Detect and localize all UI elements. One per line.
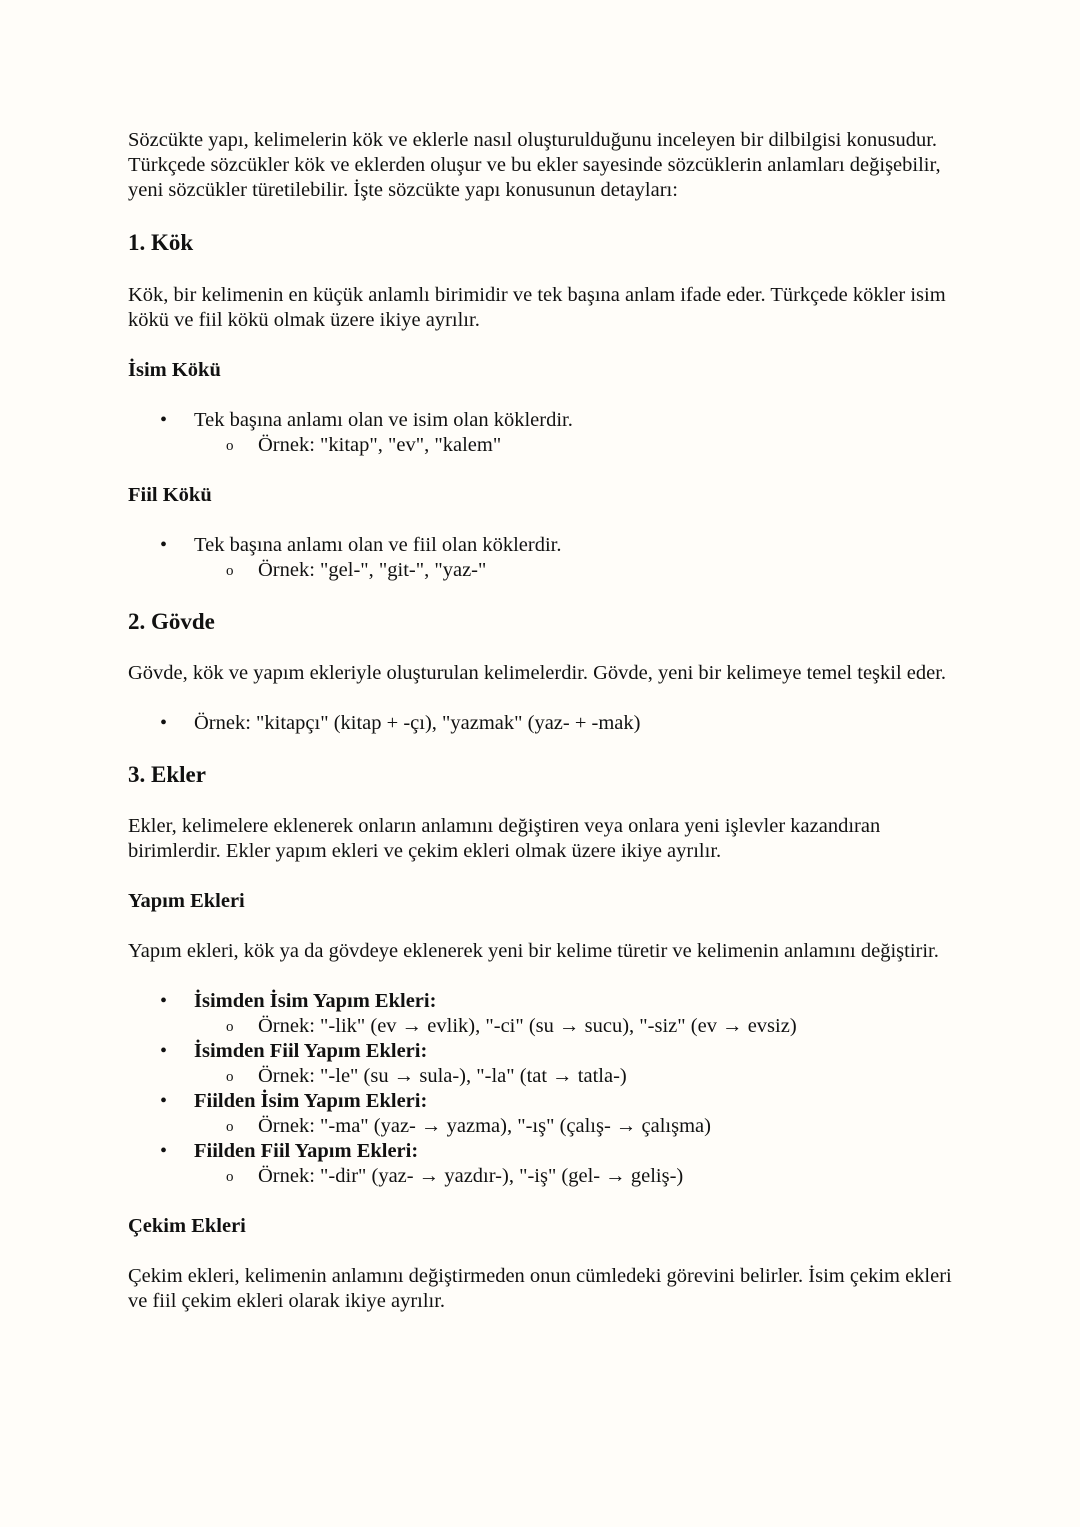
- example-text: Örnek: "-dir" (yaz- → yazdır-), "-iş" (gel- → geliş-): [258, 1165, 684, 1187]
- bullet-icon: •: [160, 1040, 168, 1062]
- sub-bullet-icon: o: [226, 1069, 234, 1085]
- list-item-text: Tek başına anlamı olan ve isim olan köklerdir.: [194, 409, 573, 431]
- list-item-text: Tek başına anlamı olan ve fiil olan köklerdir.: [194, 534, 562, 556]
- list-item: [128, 1039, 958, 1089]
- example-text: Örnek: "-ma" (yaz- → yazma), "-ış" (çalış- → çalışma): [258, 1115, 711, 1137]
- list-item-title: İsimden Fiil Yapım Ekleri:: [194, 1040, 428, 1062]
- heading-govde: 2. Gövde: [128, 609, 215, 634]
- heading-yapim-ekleri: Yapım Ekleri: [128, 890, 245, 912]
- sub-list-item: [128, 558, 958, 583]
- list-item: [128, 711, 958, 736]
- list-item: [128, 1089, 958, 1139]
- example-text: Örnek: "-le" (su → sula-), "-la" (tat → tatla-): [258, 1065, 627, 1087]
- yapim-ekleri-list: [128, 989, 958, 1189]
- sub-list-item: [128, 433, 958, 458]
- bullet-icon: •: [160, 990, 168, 1012]
- govde-paragraph: Gövde, kök ve yapım ekleriyle oluşturulan kelimelerdir. Gövde, yeni bir kelimeye temel teşkil eder.: [128, 662, 947, 684]
- sub-list-item: [128, 1064, 958, 1089]
- heading-ekler: 3. Ekler: [128, 762, 206, 787]
- bullet-icon: •: [160, 1140, 168, 1162]
- example-text: Örnek: "-lik" (ev → evlik), "-ci" (su → sucu), "-siz" (ev → evsiz): [258, 1015, 797, 1037]
- sub-list-item: [128, 1014, 958, 1039]
- example-text: Örnek: "kitap", "ev", "kalem": [258, 434, 502, 456]
- cekim-paragraph: Çekim ekleri, kelimenin anlamını değiştirmeden onun cümledeki görevini belirler. İsim çekim ekleri ve fiil çekim ekleri olarak ikiye ayrılır.: [128, 1265, 952, 1312]
- heading-cekim-ekleri: Çekim Ekleri: [128, 1215, 246, 1237]
- sub-list-item: [128, 1114, 958, 1139]
- heading-isim-koku: İsim Kökü: [128, 359, 221, 381]
- sub-bullet-icon: o: [226, 1119, 234, 1135]
- sub-bullet-icon: o: [226, 1169, 234, 1185]
- document-content: [128, 128, 958, 1314]
- heading-fiil-koku: Fiil Kökü: [128, 484, 212, 506]
- intro-paragraph: Sözcükte yapı, kelimelerin kök ve eklerle nasıl oluşturulduğunu inceleyen bir dilbilgisi konusudur. Türkçede sözcükler kök ve eklerden oluşur ve bu ekler sayesinde sözcüklerin anlamları değişebilir, yeni sözcükler türetilebilir. İşte sözcükte yapı konusunun detayları:: [128, 129, 941, 201]
- bullet-icon: •: [160, 409, 168, 431]
- list-item: [128, 989, 958, 1039]
- ekler-paragraph: Ekler, kelimelere eklenerek onların anlamını değiştiren veya onlara yeni işlevler kazandıran birimlerdir. Ekler yapım ekleri ve çekim ekleri olmak üzere ikiye ayrılır.: [128, 815, 881, 862]
- example-text: Örnek: "gel-", "git-", "yaz-": [258, 559, 487, 581]
- sub-bullet-icon: o: [226, 438, 234, 454]
- list-item: [128, 1139, 958, 1189]
- bullet-icon: •: [160, 712, 168, 734]
- list-item-text: Örnek: "kitapçı" (kitap + -çı), "yazmak" (yaz- + -mak): [194, 712, 641, 734]
- bullet-icon: •: [160, 1090, 168, 1112]
- govde-list: [128, 711, 958, 736]
- fiil-koku-list: [128, 533, 958, 583]
- list-item: [128, 408, 958, 458]
- sub-list-item: [128, 1164, 958, 1189]
- yapim-paragraph: Yapım ekleri, kök ya da gövdeye eklenerek yeni bir kelime türetir ve kelimenin anlamını değiştirir.: [128, 940, 939, 962]
- list-item-title: İsimden İsim Yapım Ekleri:: [194, 990, 437, 1012]
- list-item-title: Fiilden Fiil Yapım Ekleri:: [194, 1140, 419, 1162]
- kok-paragraph: Kök, bir kelimenin en küçük anlamlı birimidir ve tek başına anlam ifade eder. Türkçede kökler isim kökü ve fiil kökü olmak üzere ikiye ayrılır.: [128, 284, 946, 331]
- isim-koku-list: [128, 408, 958, 458]
- list-item: [128, 533, 958, 583]
- list-item-title: Fiilden İsim Yapım Ekleri:: [194, 1090, 428, 1112]
- sub-bullet-icon: o: [226, 1019, 234, 1035]
- bullet-icon: •: [160, 534, 168, 556]
- heading-kok: 1. Kök: [128, 230, 194, 255]
- sub-bullet-icon: o: [226, 563, 234, 579]
